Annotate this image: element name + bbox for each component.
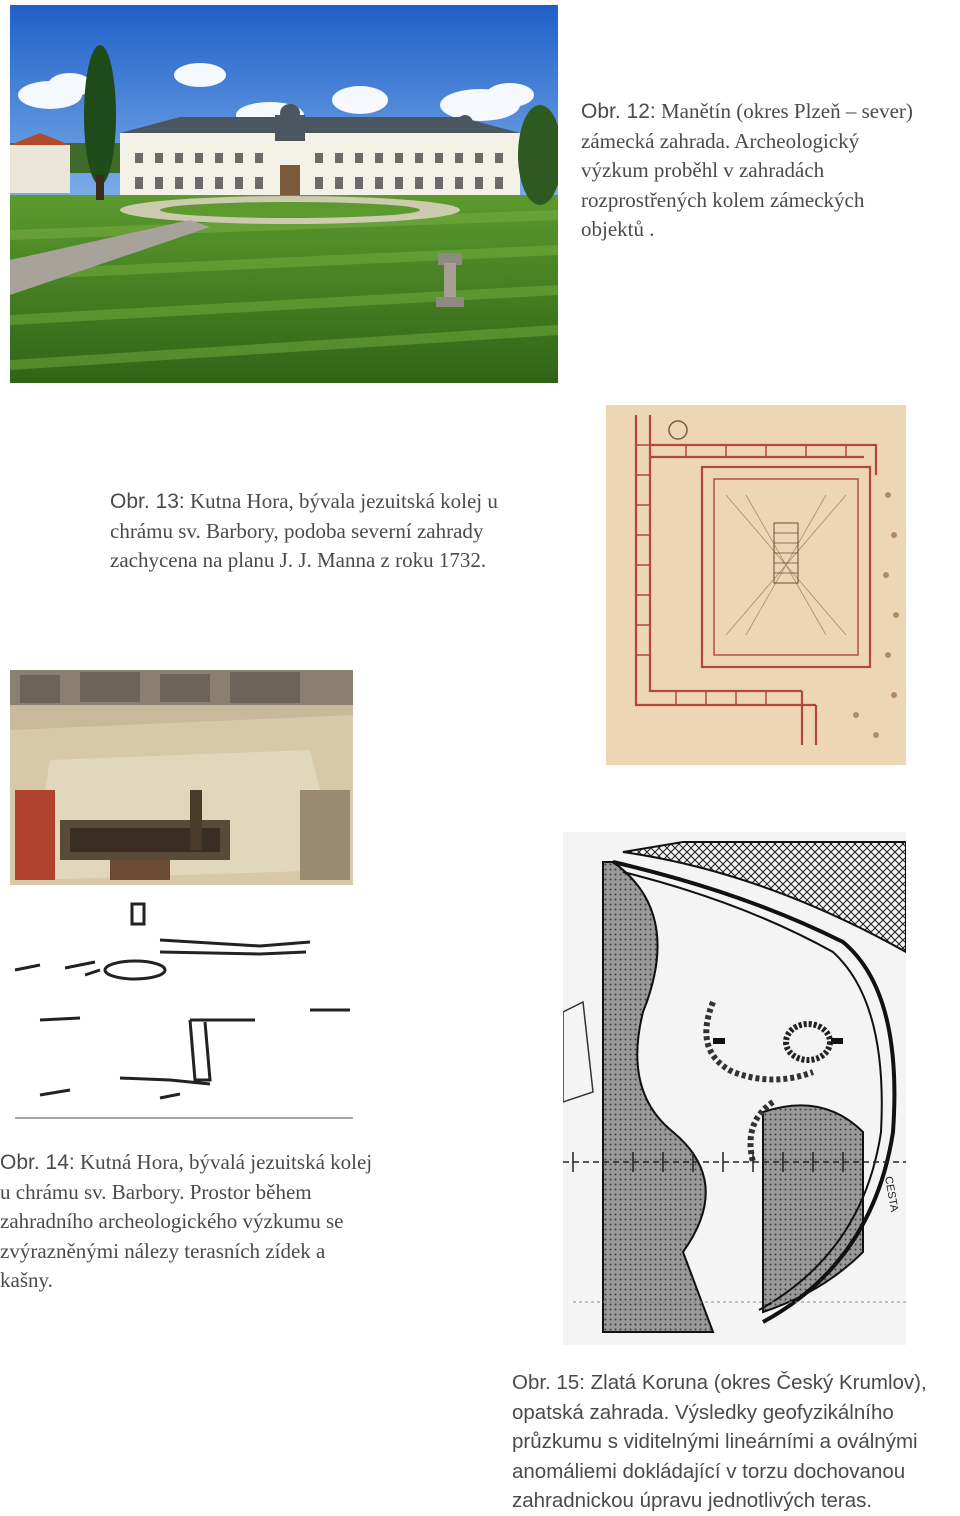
caption-line: zvýrazněnými nálezy terasních zídek a [0,1238,326,1263]
caption-line: Kutna Hora, bývala jezuitská kolej u [184,489,498,513]
caption-line: anomáliemi dokládající v torzu dochovanou [512,1459,906,1483]
figure-13-caption [110,487,580,576]
caption-line: Kutná Hora, bývalá jezuitská kolej [74,1150,373,1174]
caption-line: objektů . [581,217,655,241]
figure-15-caption [512,1368,960,1516]
map-cesta-label: CESTA [882,1175,901,1213]
figure-13-label: Obr. 13: [110,490,185,513]
caption-line: opatská zahrada. Výsledky geofyzikálního [512,1400,894,1424]
figure-14-excavation [10,670,353,1125]
caption-line: rozprostřených kolem zámeckých [581,187,865,212]
caption-line: kašny. [0,1268,53,1292]
caption-line: zahradnickou úpravu jednotlivých teras. [512,1489,873,1512]
figure-12-caption [581,97,960,245]
caption-line: u chrámu sv. Barbory. Prostor během [0,1179,312,1204]
caption-line: Obr. 15: Zlatá Koruna (okres Český Krumlov), [512,1371,927,1394]
figure-12-label: Obr. 12: [581,100,656,123]
caption-line: průzkumu s viditelnými lineárními a oválnými [512,1430,918,1453]
figure-14-caption [0,1148,520,1296]
caption-line: zámecká zahrada. Archeologický [581,128,860,153]
figure-12-photo [10,5,558,383]
figure-14-label: Obr. 14: [0,1151,75,1174]
figure-13-plan [606,405,906,765]
caption-line: výzkum proběhl v zahradách [581,158,825,182]
caption-line: zahradního archeologického výzkumu se [0,1209,344,1233]
caption-line: Manětín (okres Plzeň – sever) [655,99,913,123]
figure-15-map [563,832,906,1345]
caption-line: chrámu sv. Barbory, podoba severní zahrady [110,518,484,543]
caption-line: zachycena na planu J. J. Manna z roku 1732. [110,548,487,572]
